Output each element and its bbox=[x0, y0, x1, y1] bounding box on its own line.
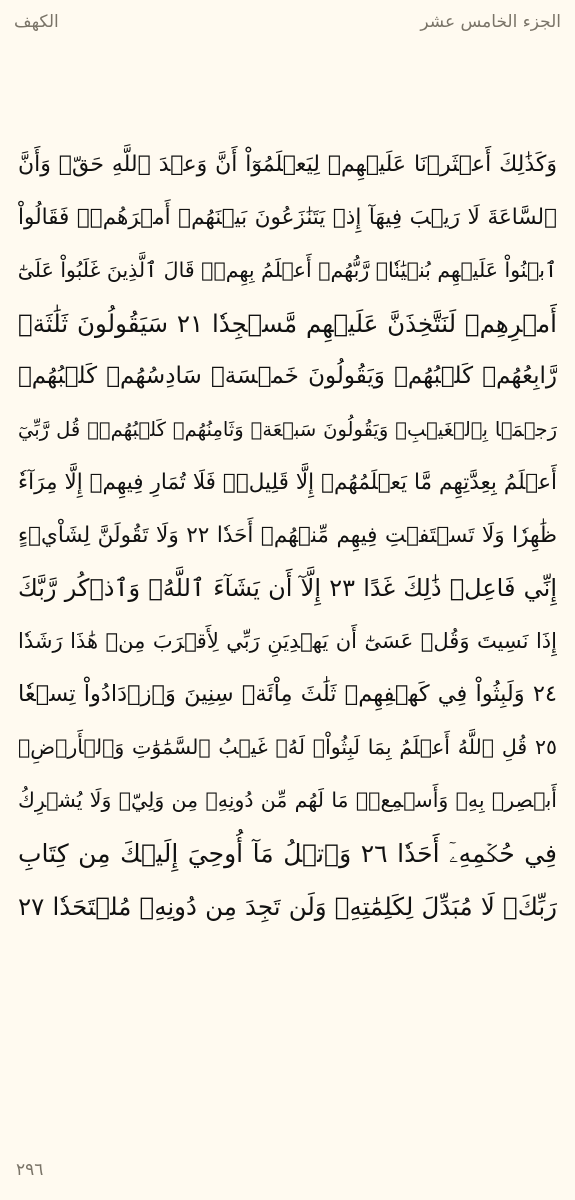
text-line: ٢٥ قُلِ ٱللَّهُ أَعۡلَمُ بِمَا لَبِثُواْۖ لَهُۥ غَيۡبُ ٱلسَّمَٰوَٰتِ وَٱلۡأَرۡضِۖ bbox=[18, 735, 557, 759]
text-line: رَجۡمَۢا بِٱلۡغَيۡبِۖ وَيَقُولُونَ سَبۡعَةٞ وَثَامِنُهُمۡ كَلۡبُهُمۡۚ قُل رَّبِّيٓ bbox=[18, 418, 557, 441]
quran-text bbox=[18, 138, 557, 933]
page-number: ٢٩٦ bbox=[16, 1160, 44, 1180]
text-line: إِنِّي فَاعِلٞ ذَٰلِكَ غَدًا ٢٣ إِلَّآ أَن يَشَآءَ ٱللَّهُۚ وَٱذۡكُر رَّبَّكَ bbox=[18, 574, 557, 602]
surah-name: الكهف bbox=[14, 12, 59, 32]
text-line: رَّابِعُهُمۡ كَلۡبُهُمۡ وَيَقُولُونَ خَمۡسَةٞ سَادِسُهُمۡ كَلۡبُهُمۡ bbox=[18, 363, 557, 389]
text-line: فِي حُكۡمِهِۦٓ أَحَدٗا ٢٦ وَٱتۡلُ مَآ أُوحِيَ إِلَيۡكَ مِن كِتَابِ bbox=[18, 839, 557, 868]
text-line: ظَٰهِرٗا وَلَا تَسۡتَفۡتِ فِيهِم مِّنۡهُمۡ أَحَدٗا ٢٢ وَلَا تَقُولَنَّ لِشَاْيۡءٍ bbox=[18, 523, 557, 548]
text-line: أَمۡرِهِمۡ لَنَتَّخِذَنَّ عَلَيۡهِم مَّسۡجِدٗا ٢١ سَيَقُولُونَ ثَلَٰثَةٞ bbox=[18, 309, 557, 338]
text-line: ٢٤ وَلَبِثُواْ فِي كَهۡفِهِمۡ ثَلَٰثَ مِاْئَةٖ سِنِينَ وَٱزۡدَادُواْ تِسۡعٗا bbox=[18, 681, 557, 707]
page-header bbox=[14, 8, 561, 36]
text-line: أَعۡلَمُ بِعِدَّتِهِم مَّا يَعۡلَمُهُمۡ إِلَّا قَلِيلٞۗ فَلَا تُمَارِ فِيهِمۡ إِلَّا مِرَآءٗ bbox=[18, 470, 557, 495]
text-line: وَكَذَٰلِكَ أَعۡثَرۡنَا عَلَيۡهِمۡ لِيَعۡلَمُوٓاْ أَنَّ وَعۡدَ ٱللَّهِ حَقّٞ وَأَنَّ bbox=[18, 152, 557, 177]
juz-label: الجزء الخامس عشر bbox=[420, 12, 561, 32]
text-line: أَبۡصِرۡ بِهِۦ وَأَسۡمِعۡۚ مَا لَهُم مِّن دُونِهِۦ مِن وَلِيّٖ وَلَا يُشۡرِكُ bbox=[18, 788, 557, 812]
text-line: رَبِّكَۖ لَا مُبَدِّلَ لِكَلِمَٰتِهِۦ وَلَن تَجِدَ مِن دُونِهِۦ مُلۡتَحَدٗا ٢٧ bbox=[18, 892, 557, 921]
text-line: ٱبۡنُواْ عَلَيۡهِم بُنۡيَٰنٗاۖ رَّبُّهُمۡ أَعۡلَمُ بِهِمۡۚ قَالَ ٱلَّذِينَ غَلَبُواْ عَلَىٰٓ bbox=[18, 258, 557, 282]
text-line: ٱلسَّاعَةَ لَا رَيۡبَ فِيهَآ إِذۡ يَتَنَٰزَعُونَ بَيۡنَهُمۡ أَمۡرَهُمۡۖ فَقَالُواْ bbox=[18, 205, 557, 230]
text-line: إِذَا نَسِيتَ وَقُلۡ عَسَىٰٓ أَن يَهۡدِيَنِ رَبِّي لِأَقۡرَبَ مِنۡ هَٰذَا رَشَدٗا bbox=[18, 629, 557, 653]
